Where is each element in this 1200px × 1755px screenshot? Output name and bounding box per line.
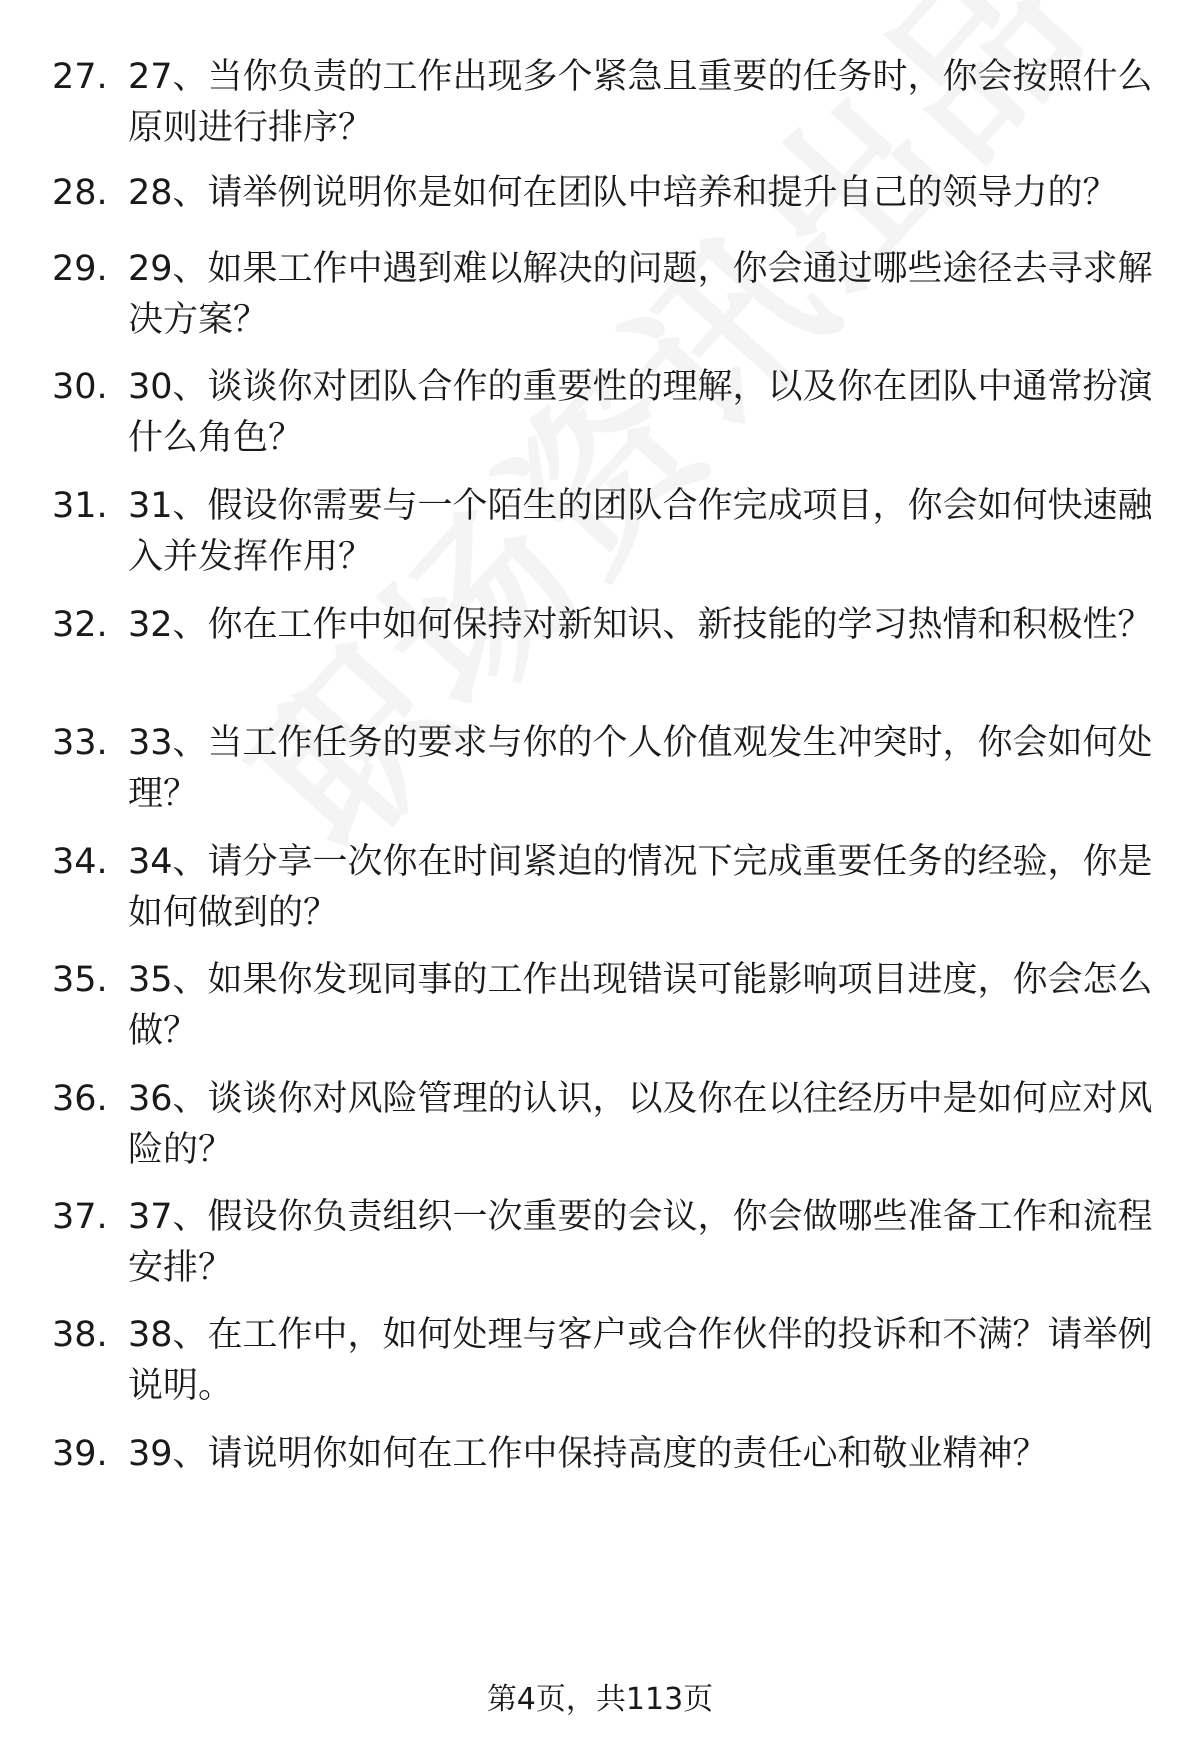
question-text: 38、在工作中，如何处理与客户或合作伙伴的投诉和不满？请举例说明。 — [128, 1315, 1153, 1406]
question-text: 27、当你负责的工作出现多个紧急且重要的任务时，你会按照什么原则进行排序？ — [128, 57, 1153, 148]
question-text: 33、当工作任务的要求与你的个人价值观发生冲突时，你会如何处理？ — [128, 723, 1153, 814]
question-text: 36、谈谈你对风险管理的认识，以及你在以往经历中是如何应对风险的？ — [128, 1079, 1153, 1170]
question-number: 30. — [52, 367, 108, 407]
question-text: 39、请说明你如何在工作中保持高度的责任心和敬业精神？ — [128, 1434, 1048, 1474]
question-number: 38. — [52, 1315, 108, 1355]
question-number: 36. — [52, 1079, 108, 1119]
question-number: 29. — [52, 249, 108, 289]
question-number: 35. — [52, 960, 108, 1000]
question-number: 33. — [52, 723, 108, 763]
question-number: 34. — [52, 842, 108, 882]
question-text: 30、谈谈你对团队合作的重要性的理解，以及你在团队中通常扮演什么角色？ — [128, 367, 1153, 458]
question-text: 32、你在工作中如何保持对新知识、新技能的学习热情和积极性？ — [128, 605, 1153, 645]
question-number: 31. — [52, 486, 108, 526]
question-text: 31、假设你需要与一个陌生的团队合作完成项目，你会如何快速融入并发挥作用？ — [128, 486, 1153, 577]
question-number: 28. — [52, 173, 108, 213]
question-number: 39. — [52, 1434, 108, 1474]
page-footer — [0, 1680, 1200, 1720]
question-number: 32. — [52, 605, 108, 645]
question-number: 37. — [52, 1197, 108, 1237]
question-text: 34、请分享一次你在时间紧迫的情况下完成重要任务的经验，你是如何做到的？ — [128, 842, 1153, 933]
page-indicator: 第4页，共113页 — [486, 1682, 714, 1717]
question-text: 28、请举例说明你是如何在团队中培养和提升自己的领导力的？ — [128, 173, 1118, 213]
question-text: 35、如果你发现同事的工作出现错误可能影响项目进度，你会怎么做？ — [128, 960, 1153, 1051]
question-number: 27. — [52, 57, 108, 97]
question-text: 37、假设你负责组织一次重要的会议，你会做哪些准备工作和流程安排？ — [128, 1197, 1153, 1288]
question-text: 29、如果工作中遇到难以解决的问题，你会通过哪些途径去寻求解决方案？ — [128, 249, 1153, 340]
